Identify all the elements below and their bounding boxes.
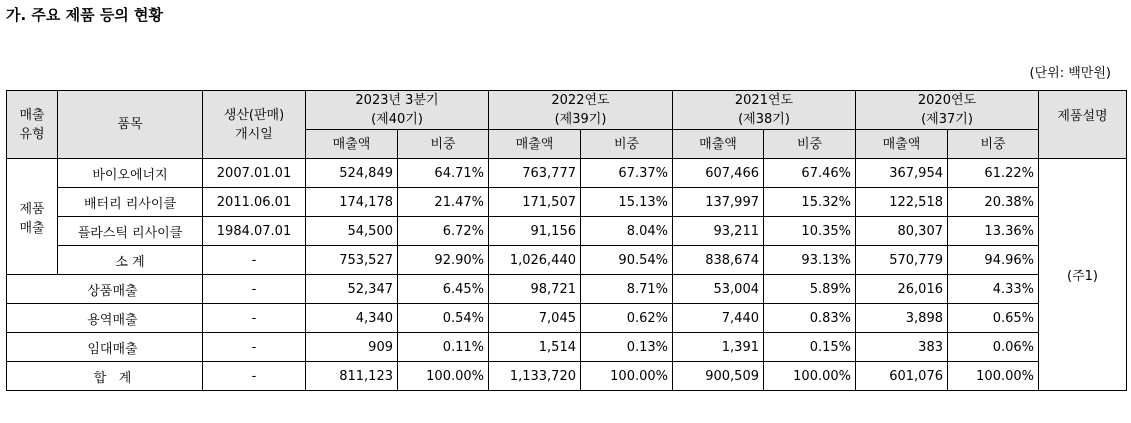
sales-cell: 1,026,440 bbox=[489, 246, 581, 275]
ratio-cell: 90.54% bbox=[581, 246, 673, 275]
header-item: 품목 bbox=[58, 91, 203, 159]
row-item-name: 소 계 bbox=[58, 246, 203, 275]
section-title: 가. 주요 제품 등의 현황 bbox=[6, 6, 163, 24]
row-start-date: - bbox=[203, 304, 306, 333]
ratio-cell: 4.33% bbox=[948, 275, 1039, 304]
sales-cell: 763,777 bbox=[489, 159, 581, 188]
row-start-date: - bbox=[203, 275, 306, 304]
sales-cell: 607,466 bbox=[673, 159, 764, 188]
header-sales-type: 매출 유형 bbox=[7, 91, 58, 159]
header-sales: 매출액 bbox=[673, 130, 764, 159]
header-period-2023q3: 2023년 3분기 (제40기) bbox=[306, 91, 489, 130]
table-row bbox=[7, 188, 1127, 217]
ratio-cell: 20.38% bbox=[948, 188, 1039, 217]
row-item-name: 플라스틱 리사이클 bbox=[58, 217, 203, 246]
header-start-date: 생산(판매) 개시일 bbox=[203, 91, 306, 159]
header-period-2020: 2020연도 (제37기) bbox=[856, 91, 1039, 130]
ratio-cell: 0.83% bbox=[764, 304, 856, 333]
row-item-name: 배터리 리사이클 bbox=[58, 188, 203, 217]
sales-cell: 52,347 bbox=[306, 275, 398, 304]
sales-cell: 91,156 bbox=[489, 217, 581, 246]
table-row bbox=[7, 362, 1127, 391]
row-item-name: 임대매출 bbox=[7, 333, 203, 362]
ratio-cell: 0.13% bbox=[581, 333, 673, 362]
ratio-cell: 8.71% bbox=[581, 275, 673, 304]
table-row bbox=[7, 159, 1127, 188]
ratio-cell: 92.90% bbox=[398, 246, 489, 275]
sales-cell: 570,779 bbox=[856, 246, 948, 275]
header-sales: 매출액 bbox=[856, 130, 948, 159]
ratio-cell: 64.71% bbox=[398, 159, 489, 188]
sales-cell: 367,954 bbox=[856, 159, 948, 188]
sales-cell: 80,307 bbox=[856, 217, 948, 246]
sales-cell: 98,721 bbox=[489, 275, 581, 304]
sales-cell: 137,997 bbox=[673, 188, 764, 217]
product-status-table bbox=[6, 90, 1127, 391]
header-sales: 매출액 bbox=[489, 130, 581, 159]
ratio-cell: 0.62% bbox=[581, 304, 673, 333]
ratio-cell: 67.37% bbox=[581, 159, 673, 188]
ratio-cell: 10.35% bbox=[764, 217, 856, 246]
table-row bbox=[7, 333, 1127, 362]
ratio-cell: 100.00% bbox=[581, 362, 673, 391]
ratio-cell: 13.36% bbox=[948, 217, 1039, 246]
sales-cell: 3,898 bbox=[856, 304, 948, 333]
header-ratio: 비중 bbox=[398, 130, 489, 159]
sales-cell: 524,849 bbox=[306, 159, 398, 188]
sales-cell: 1,133,720 bbox=[489, 362, 581, 391]
ratio-cell: 0.54% bbox=[398, 304, 489, 333]
header-ratio: 비중 bbox=[581, 130, 673, 159]
ratio-cell: 15.13% bbox=[581, 188, 673, 217]
row-item-name: 바이오에너지 bbox=[58, 159, 203, 188]
sales-cell: 54,500 bbox=[306, 217, 398, 246]
sales-cell: 122,518 bbox=[856, 188, 948, 217]
unit-label: (단위: 백만원) bbox=[1029, 66, 1111, 81]
sales-cell: 909 bbox=[306, 333, 398, 362]
row-start-date: 2011.06.01 bbox=[203, 188, 306, 217]
group-label-product-sales: 제품 매출 bbox=[7, 159, 58, 275]
sales-cell: 4,340 bbox=[306, 304, 398, 333]
header-period-2022: 2022연도 (제39기) bbox=[489, 91, 673, 130]
sales-cell: 383 bbox=[856, 333, 948, 362]
sales-cell: 7,440 bbox=[673, 304, 764, 333]
ratio-cell: 6.72% bbox=[398, 217, 489, 246]
sales-cell: 26,016 bbox=[856, 275, 948, 304]
sales-cell: 900,509 bbox=[673, 362, 764, 391]
ratio-cell: 0.65% bbox=[948, 304, 1039, 333]
ratio-cell: 15.32% bbox=[764, 188, 856, 217]
header-description: 제품설명 bbox=[1039, 91, 1127, 159]
ratio-cell: 93.13% bbox=[764, 246, 856, 275]
ratio-cell: 0.15% bbox=[764, 333, 856, 362]
ratio-cell: 8.04% bbox=[581, 217, 673, 246]
ratio-cell: 100.00% bbox=[948, 362, 1039, 391]
ratio-cell: 94.96% bbox=[948, 246, 1039, 275]
row-start-date: 2007.01.01 bbox=[203, 159, 306, 188]
sales-cell: 601,076 bbox=[856, 362, 948, 391]
header-ratio: 비중 bbox=[764, 130, 856, 159]
sales-cell: 171,507 bbox=[489, 188, 581, 217]
sales-cell: 174,178 bbox=[306, 188, 398, 217]
sales-cell: 838,674 bbox=[673, 246, 764, 275]
ratio-cell: 100.00% bbox=[398, 362, 489, 391]
table-row bbox=[7, 275, 1127, 304]
ratio-cell: 6.45% bbox=[398, 275, 489, 304]
sales-cell: 811,123 bbox=[306, 362, 398, 391]
row-start-date: - bbox=[203, 333, 306, 362]
ratio-cell: 100.00% bbox=[764, 362, 856, 391]
sales-cell: 7,045 bbox=[489, 304, 581, 333]
sales-cell: 93,211 bbox=[673, 217, 764, 246]
row-start-date: - bbox=[203, 362, 306, 391]
table-row bbox=[7, 217, 1127, 246]
row-start-date: - bbox=[203, 246, 306, 275]
row-item-name: 상품매출 bbox=[7, 275, 203, 304]
ratio-cell: 0.06% bbox=[948, 333, 1039, 362]
sales-cell: 53,004 bbox=[673, 275, 764, 304]
row-item-name: 용역매출 bbox=[7, 304, 203, 333]
ratio-cell: 67.46% bbox=[764, 159, 856, 188]
header-ratio: 비중 bbox=[948, 130, 1039, 159]
sales-cell: 1,514 bbox=[489, 333, 581, 362]
sales-cell: 1,391 bbox=[673, 333, 764, 362]
ratio-cell: 61.22% bbox=[948, 159, 1039, 188]
ratio-cell: 0.11% bbox=[398, 333, 489, 362]
ratio-cell: 5.89% bbox=[764, 275, 856, 304]
row-item-name: 합 계 bbox=[7, 362, 203, 391]
description-note: (주1) bbox=[1039, 159, 1127, 391]
header-period-2021: 2021연도 (제38기) bbox=[673, 91, 856, 130]
table-row bbox=[7, 246, 1127, 275]
sales-cell: 753,527 bbox=[306, 246, 398, 275]
row-start-date: 1984.07.01 bbox=[203, 217, 306, 246]
ratio-cell: 21.47% bbox=[398, 188, 489, 217]
table-row bbox=[7, 304, 1127, 333]
header-sales: 매출액 bbox=[306, 130, 398, 159]
